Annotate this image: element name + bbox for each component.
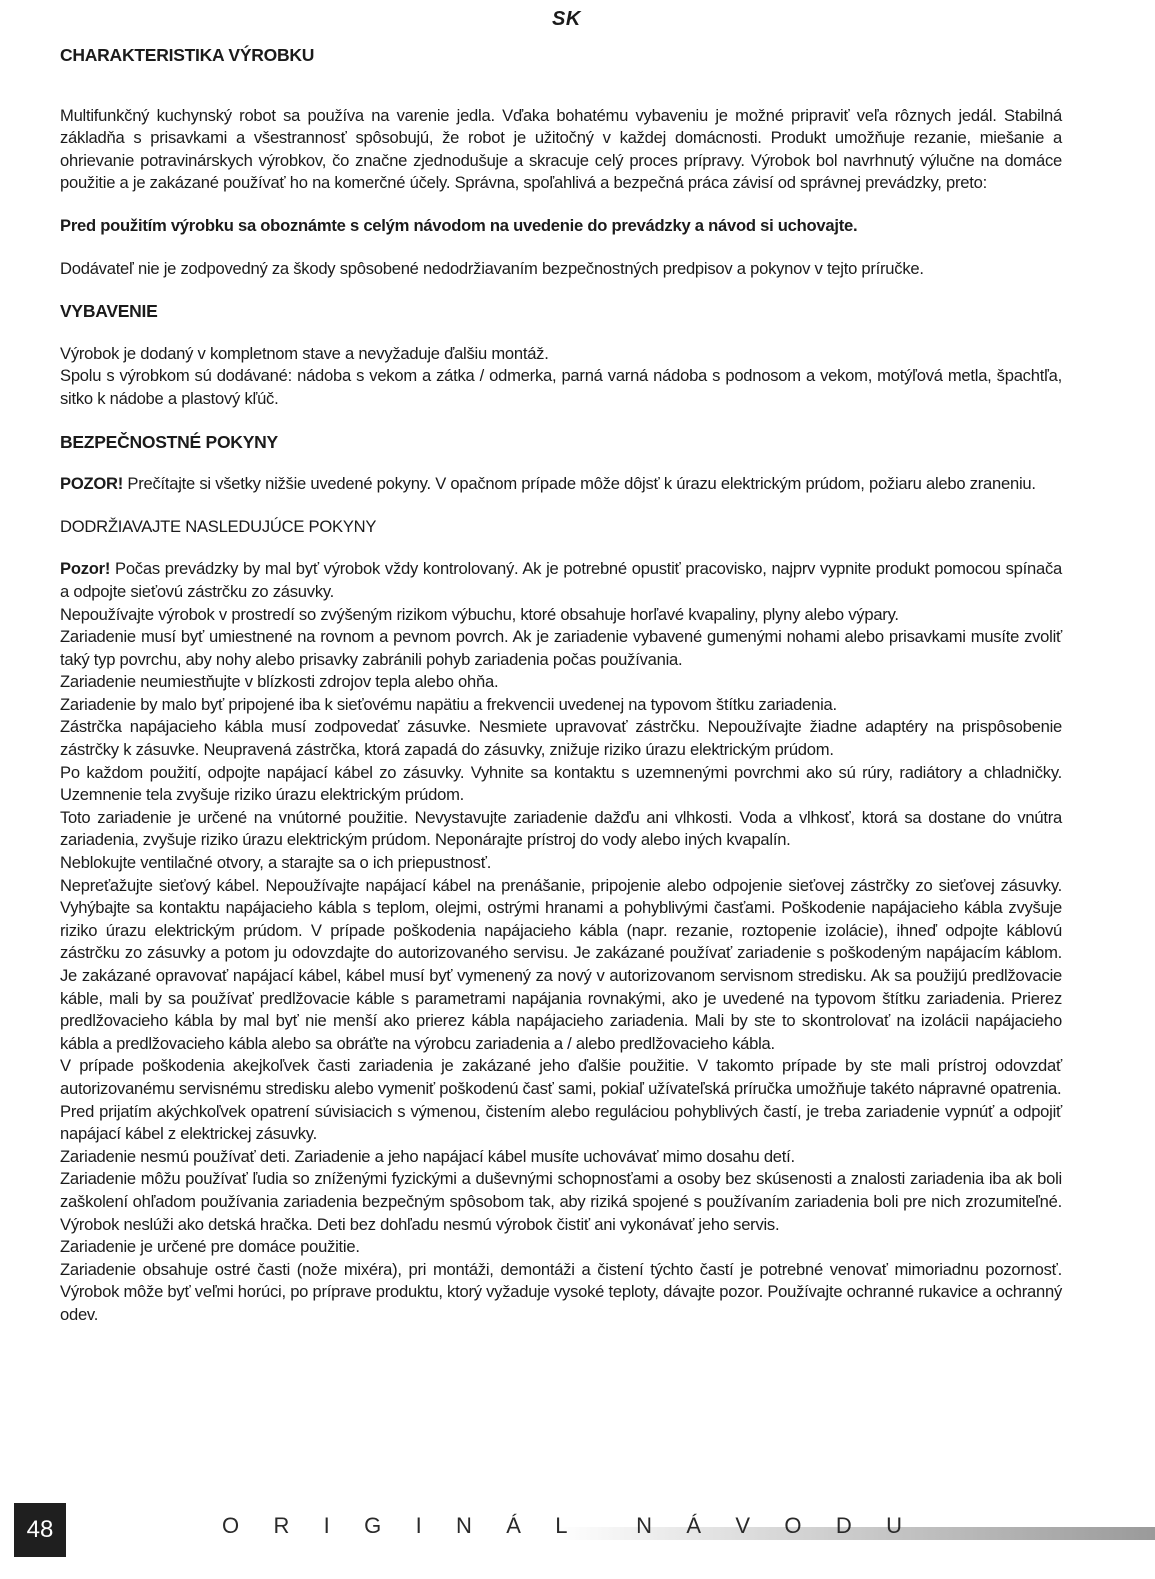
footer-title <box>222 1513 902 1539</box>
read-manual-note: Pred použitím výrobku sa oboznámte s celým návodom na uvedenie do prevádzky a návod si uchovajte. <box>60 215 858 235</box>
footer-letter: D <box>835 1513 852 1538</box>
safety-rule: Neblokujte ventilačné otvory, a starajte sa o ich priepustnosť. <box>60 853 492 873</box>
safety-rule: Toto zariadenie je určené na vnútorné použitie. Nevystavujte zariadenie dažďu ani vlhkosti. Voda a vlhkosť, ktorá sa dostane do vnútra zariadenia, zvyšuje riziko úrazu elektrickým prúdom. Neponárajte prístroj do vody alebo iných kvapalín. <box>60 807 1062 850</box>
section-title-characteristics: CHARAKTERISTIKA VÝROBKU <box>60 45 315 65</box>
section-title-equipment: VYBAVENIE <box>60 301 158 322</box>
footer-letter: I <box>323 1513 330 1538</box>
warning-text: Prečítajte si všetky nižšie uvedené pokyny. V opačnom prípade môže dôjsť k úrazu elektrickým prúdom, požiaru alebo zraneniu. <box>127 474 1036 494</box>
footer-letter: N <box>456 1513 472 1538</box>
footer-letter: U <box>886 1513 902 1538</box>
safety-rule: Zariadenie nesmú používať deti. Zariadenie a jeho napájací kábel musíte uchovávať mimo dosahu detí. <box>60 1146 795 1166</box>
warning-label: POZOR! <box>60 474 124 494</box>
footer-letter: Á <box>686 1513 702 1538</box>
supplier-disclaimer: Dodávateľ nie je zodpovedný za škody spôsobené nedodržiavaním bezpečnostných predpisov a pokynov v tejto príručke. <box>60 258 924 278</box>
page-number: 48 <box>14 1503 66 1557</box>
safety-rule: Zariadenie musí byť umiestnené na rovnom a pevnom povrch. Ak je zariadenie vybavené gumenými nohami alebo prisavkami musíte zvoliť taký typ povrchu, aby nohy alebo prisavky zabránili pohyb zariadenia počas používania. <box>60 627 1062 669</box>
footer-letter: L <box>555 1513 568 1538</box>
footer-letter: V <box>735 1513 751 1538</box>
footer-letter: Á <box>506 1513 521 1538</box>
characteristics-intro: Multifunkčný kuchynský robot sa používa na varenie jedla. Vďaka bohatému vybaveniu je možné pripraviť veľa rôznych jedál. Stabilná základňa s prisavkami a všestrannosť spôsobujú, že robot je užitočný v každej domácnosti. Produkt umožňuje rezanie, miešanie a ohrievanie potravinárskych výrobkov, čo značne zjednodušuje a skracuje celý proces prípravy. Výrobok bol navrhnutý výlučne na domáce použitie a je zakázané používať ho na komerčné účely. Správna, spoľahlivá a bezpečná práca závisí od správnej prevádzky, preto: <box>60 105 1062 193</box>
language-code: SK <box>552 8 581 30</box>
safety-rule: Zástrčka napájacieho kábla musí zodpovedať zásuvke. Nesmiete upravovať zástrčku. Nepoužívajte žiadne adaptéry na prispôsobenie zástrčky k zásuvke. Neupravená zástrčka, ktorá zapadá do zásuvky, znižuje riziko úrazu elektrickým prúdom. <box>60 717 1062 760</box>
equipment-line-1: Výrobok je dodaný v kompletnom stave a nevyžaduje ďalšiu montáž. <box>60 343 549 363</box>
safety-subtitle: DODRŽIAVAJTE NASLEDUJÚCE POKYNY <box>60 516 377 536</box>
footer-letter: O <box>222 1513 240 1538</box>
safety-rule: Nepoužívajte výrobok v prostredí so zvýšeným rizikom výbuchu, ktoré obsahuje horľavé kvapaliny, plyny alebo výpary. <box>60 604 899 624</box>
safety-rule: Zariadenie obsahuje ostré časti (nože mixéra), pri montáži, demontáži a čistení týchto častí je potrebné venovať mimoriadnu pozornosť. Výrobok môže byť veľmi horúci, po príprave produktu, ktorý vyžaduje vysoké teploty, dávajte pozor. Používajte ochranné rukavice a ochranný odev. <box>60 1259 1062 1324</box>
safety-warning <box>60 473 1062 496</box>
document-body <box>60 44 1062 1327</box>
safety-rule: Zariadenie je určené pre domáce použitie. <box>60 1237 360 1257</box>
equipment-line-2: Spolu s výrobkom sú dodávané: nádoba s vekom a zátka / odmerka, parná varná nádoba s podnosom a vekom, motýľová metla, špachtľa, sitko k nádobe a plastový kľúč. <box>60 366 1062 408</box>
footer-letter: O <box>784 1513 802 1538</box>
safety-rule: Nepreťažujte sieťový kábel. Nepoužívajte napájací kábel na prenášanie, pripojenie alebo odpojenie sieťovej zástrčky zo sieťovej zásuvky. Vyhýbajte sa kontaktu napájacieho kábla s teplom, olejmi, ostrými hranami a pohyblivými časťami. Poškodenie napájacieho kábla zvyšuje riziko úrazu elektrickým prúdom. V prípade poškodenia napájacieho kábla (napr. rezanie, roztopenie izolácie), ihneď odpojte káblovú zástrčku zo zásuvky a potom ju odovzdajte do autorizovaného servisu. Je zakázané používať zariadenie s poškodeným napájacím káblom. Je zakázané opravovať napájací kábel, kábel musí byť vymenený za nový v autorizovanom servisnom stredisku. Ak sa použijú predlžovacie káble, mali by sa používať predlžovacie káble s parametrami napájania rovnakými, ako je uvedené na typovom štítku zariadenia. Prierez predlžovacieho kábla by mal byť nie menší ako prierez kábla napájacieho zariadenia. Mali by ste to skontrolovať na izolácii napájacieho kábla a predlžovacieho kábla alebo sa obráťte na výrobcu zariadenia a / alebo predlžovacieho kábla. <box>60 875 1062 1053</box>
safety-rule: Po každom použití, odpojte napájací kábel zo zásuvky. Vyhnite sa kontaktu s uzemnenými povrchmi ako sú rúry, radiátory a chladničky. Uzemnenie tela zvyšuje riziko úrazu elektrickým prúdom. <box>60 762 1062 805</box>
footer-letter: I <box>415 1513 422 1538</box>
safety-rule: V prípade poškodenia akejkoľvek časti zariadenia je zakázané jeho ďalšie použitie. V takomto prípade by ste mali prístroj odovzdať autorizovanému servisnému stredisku alebo vymeniť poškodenú časť sami, pokiaľ užívateľská príručka umožňuje takéto nápravné opatrenia. <box>60 1056 1062 1098</box>
safety-caution <box>60 558 1062 603</box>
caution-label: Pozor! <box>60 559 111 579</box>
section-title-safety: BEZPEČNOSTNÉ POKYNY <box>60 431 278 452</box>
footer-letter: R <box>273 1513 290 1538</box>
safety-rule: Zariadenie by malo byť pripojené iba k sieťovému napätiu a frekvencii uvedenej na typovom štítku zariadenia. <box>60 694 837 714</box>
caution-text: Počas prevádzky by mal byť výrobok vždy kontrolovaný. Ak je potrebné opustiť pracovisko, najprv vypnite produkt pomocou spínača a odpojte sieťovú zástrčku zo zásuvky. <box>60 559 1062 601</box>
safety-rule: Zariadenie môžu používať ľudia so zníženými fyzickými a duševnými schopnosťami a osoby bez skúsenosti a znalosti zariadenia iba ak boli zaškolení ohľadom používania zariadenia bezpečným spôsobom tak, aby riziká spojené s používaním zariadenia boli pre nich zrozumiteľné. Výrobok neslúži ako detská hračka. Deti bez dohľadu nesmú výrobok čistiť ani vykonávať jeho servis. <box>60 1169 1062 1234</box>
footer-letter: G <box>364 1513 382 1538</box>
safety-rule: Pred prijatím akýchkoľvek opatrení súvisiacich s výmenou, čistením alebo reguláciou pohyblivých častí, je treba zariadenie vypnúť a odpojiť napájací kábel z elektrickej zásuvky. <box>60 1101 1062 1144</box>
safety-rule: Zariadenie neumiestňujte v blízkosti zdrojov tepla alebo ohňa. <box>60 672 499 692</box>
footer-letter: N <box>636 1513 653 1538</box>
